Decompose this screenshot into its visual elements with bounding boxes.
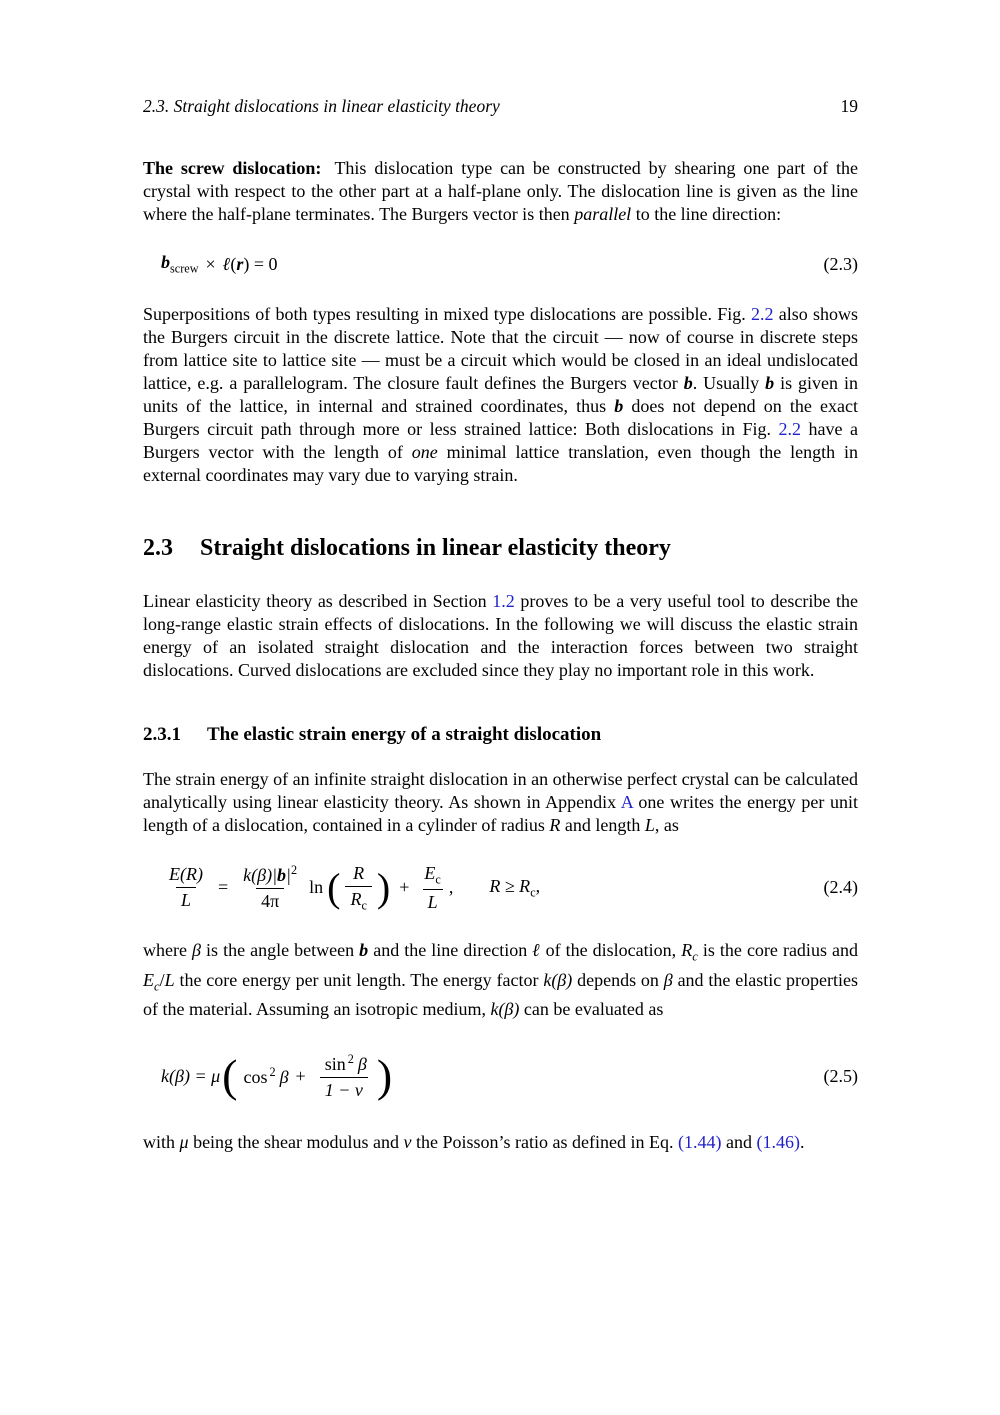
paragraph-linear-elasticity xyxy=(143,590,858,682)
text-segment: is the core radius and xyxy=(697,940,858,961)
beta-symbol: β xyxy=(357,1053,367,1074)
fraction-energy-per-length xyxy=(164,864,208,911)
text-segment: have a Burgers vector with the length of xyxy=(143,418,858,462)
text-segment: k(β) xyxy=(490,999,520,1020)
E-symbol: E xyxy=(424,862,436,883)
subscript: c xyxy=(154,979,160,994)
subsection-number: 2.3.1 xyxy=(143,723,181,745)
page-number: 19 xyxy=(840,96,858,116)
text-segment: ν xyxy=(403,1132,412,1153)
text-segment: with xyxy=(143,1132,180,1153)
text-segment: and length xyxy=(560,814,645,835)
text-segment: , as xyxy=(654,814,679,835)
text-segment: one writes the energy per unit length of a dislocation, contained in a cylinder of radius xyxy=(143,791,858,835)
text-segment: being the shear modulus and xyxy=(188,1132,404,1153)
numerator-E-R: E(R) xyxy=(169,864,203,885)
vector-b-symbol: b xyxy=(161,252,170,272)
text-segment: β xyxy=(192,940,201,961)
bar: | xyxy=(286,865,291,886)
equals-sign: = xyxy=(217,877,229,898)
term-line-direction xyxy=(223,254,278,275)
beta-symbol: β xyxy=(279,1066,289,1087)
text-segment: β xyxy=(663,969,673,990)
text-segment: The screw dislocation: xyxy=(143,158,322,178)
comma: , xyxy=(535,875,541,896)
text-segment: is given in units of the lattice, in internal and strained coordinates, thus xyxy=(143,372,858,416)
left-paren: ( xyxy=(222,1050,238,1102)
numerator-sin-squared-beta xyxy=(316,1052,372,1077)
ln-function: ln xyxy=(309,877,324,898)
term-b-screw xyxy=(161,252,199,277)
fraction-radii xyxy=(345,863,371,914)
text-segment: This dislocation type can be constructed by shearing one part of the crystal with respect to the other part at a half-plane only. The dislocation line is given as the line where the half-plane terminates. The Burgers vector is then xyxy=(143,158,858,224)
denominator-L: L xyxy=(176,887,196,911)
running-header-title: 2.3. Straight dislocations in linear elasticity theory xyxy=(143,96,500,116)
section-number: 2.3 xyxy=(143,534,173,561)
text-segment: can be evaluated as xyxy=(519,999,664,1020)
plus-sign: + xyxy=(399,877,410,898)
text-segment: b xyxy=(765,372,775,393)
text-segment: depends on xyxy=(572,969,664,990)
four-pi: 4π xyxy=(261,891,280,912)
equals-zero: ) = 0 xyxy=(243,253,278,274)
inline-ref-link[interactable]: A xyxy=(620,791,633,812)
denominator-4pi xyxy=(256,888,284,912)
denominator-L: L xyxy=(423,889,443,913)
subscript-screw: screw xyxy=(170,261,199,276)
text-segment: . Usually xyxy=(692,372,766,393)
equation-2-5 xyxy=(143,1051,858,1101)
fraction-prefactor xyxy=(238,863,302,912)
text-segment: L xyxy=(644,814,655,835)
denominator-one-minus-nu: 1 − ν xyxy=(320,1077,368,1101)
subscript: c xyxy=(692,949,698,964)
equation-number-2-4: (2.4) xyxy=(823,877,858,898)
text-segment: $E_c$ xyxy=(143,969,160,994)
cross-product-operator: × xyxy=(205,253,216,274)
text-segment: minimal lattice translation, even though the length in external coordinates may vary due to varying strain. xyxy=(143,441,858,485)
text-segment: of the dislocation, xyxy=(540,940,682,961)
condition-R-geq-Rc xyxy=(489,876,540,901)
text-segment: one xyxy=(411,441,438,462)
inline-ref-link[interactable]: 2.2 xyxy=(750,303,774,324)
sin-function: sin xyxy=(324,1053,346,1074)
paragraph-strain-energy xyxy=(143,768,858,837)
text-segment: Linear elasticity theory as described in Section xyxy=(143,590,493,611)
text-segment: to the line direction: xyxy=(631,204,782,224)
text-segment: the Poisson’s ratio as defined in Eq. xyxy=(411,1132,678,1153)
text-segment: Superpositions of both types resulting in mixed type dislocations are possible. Fig. xyxy=(143,303,751,324)
left-paren: ( xyxy=(327,864,341,910)
R-symbol: R xyxy=(350,888,362,909)
text-segment: k(β) xyxy=(543,969,573,990)
exponent-2: 2 xyxy=(269,1064,276,1079)
text-segment: also shows the Burgers circuit in the discrete lattice. Note that the circuit — now of course in discrete steps from lattice site to lattice site — must be a circuit which would be closed in an ideal undislocated lattice, e.g. a parallelogram. The closure fault defines the Burgers vector xyxy=(143,303,858,393)
cos-function: cos xyxy=(243,1066,268,1087)
text-segment: and the line direction xyxy=(368,940,533,961)
right-paren: ) xyxy=(376,1050,393,1102)
vector-b-symbol: b xyxy=(277,865,287,886)
right-paren: ) xyxy=(376,864,391,910)
k-beta-bar: k(β)| xyxy=(243,865,278,886)
subsection-heading-2-3-1 xyxy=(143,724,858,746)
inline-ref-link[interactable]: (1.46) xyxy=(756,1132,800,1153)
text-segment: and xyxy=(721,1132,757,1153)
text-segment: parallel xyxy=(574,204,632,224)
R-geq-R: R ≥ R xyxy=(489,875,531,896)
equation-2-5-formula xyxy=(161,1051,394,1101)
fraction-core-energy xyxy=(419,863,445,914)
text-segment: proves to be a very useful tool to describe the long-range elastic strain effects of dislocations. In the following we will discuss the elastic strain energy of an isolated straight dislocation and the interaction forces between two straight dislocations. Curved dislocations are excluded since they play no important role in this work. xyxy=(143,590,858,680)
text-segment: the core energy per unit length. The energy factor xyxy=(174,969,544,990)
numerator-k-beta-b-squared xyxy=(238,863,302,888)
subscript-c: c xyxy=(530,885,536,900)
section-title: Straight dislocations in linear elasticity theory xyxy=(200,534,671,561)
text-segment: μ xyxy=(179,1132,189,1153)
text-segment: L xyxy=(164,969,175,990)
exponent-2: 2 xyxy=(347,1051,354,1066)
text-segment: / xyxy=(159,969,165,990)
running-header xyxy=(143,96,858,117)
exponent-2: 2 xyxy=(290,863,298,878)
text-segment: . xyxy=(800,1132,805,1153)
ell-symbol: ℓ xyxy=(222,253,231,274)
paragraph-screw-dislocation xyxy=(143,157,858,226)
text-segment: does not depend on the exact Burgers circuit path through more or less strained lattice: Both dislocations in Fig. xyxy=(143,395,858,439)
text-segment: is the angle between xyxy=(200,940,360,961)
text-segment: b xyxy=(359,940,369,961)
plus-sign: + xyxy=(295,1065,306,1086)
text-segment: b xyxy=(683,372,693,393)
inline-ref-link[interactable]: (1.44) xyxy=(678,1132,722,1153)
comma: , xyxy=(448,877,454,898)
text-segment: ℓ xyxy=(532,940,541,961)
paragraph-with-mu xyxy=(143,1131,858,1154)
denominator-Rc xyxy=(345,886,371,914)
paragraph-superpositions xyxy=(143,303,858,487)
k-beta-equals-mu: k(β) = μ xyxy=(161,1065,221,1086)
text-segment: $R_c$ xyxy=(681,940,698,964)
paragraph-where-beta xyxy=(143,939,858,1021)
fraction-sin-squared xyxy=(316,1052,372,1101)
vector-r-symbol: r xyxy=(236,253,244,274)
equation-2-3 xyxy=(143,252,858,277)
equation-number-2-5: (2.5) xyxy=(823,1065,858,1086)
numerator-Ec xyxy=(419,863,445,890)
text-segment: b xyxy=(614,395,624,416)
inline-ref-link[interactable]: 2.2 xyxy=(778,418,802,439)
section-heading-2-3 xyxy=(143,535,858,562)
equation-2-4 xyxy=(143,863,858,914)
subsection-title: The elastic strain energy of a straight dislocation xyxy=(207,723,602,745)
subscript-c: c xyxy=(435,872,441,887)
equation-2-3-formula xyxy=(161,252,278,277)
text-segment: The strain energy of an infinite straight dislocation in an otherwise perfect crystal can be calculated analytically using linear elasticity theory. As shown in Appendix xyxy=(143,768,858,812)
left-paren: ( xyxy=(230,253,237,274)
numerator-R: R xyxy=(353,862,365,883)
equation-number-2-3: (2.3) xyxy=(823,253,858,274)
subscript-c: c xyxy=(361,898,367,913)
inline-ref-link[interactable]: 1.2 xyxy=(492,590,515,611)
text-segment: and the elastic properties of the material. Assuming an isotropic medium, xyxy=(143,969,858,1020)
cos-squared-term xyxy=(239,1065,288,1088)
text-segment: R xyxy=(549,814,561,835)
equation-2-4-formula xyxy=(161,863,540,914)
text-segment: where xyxy=(143,940,193,961)
